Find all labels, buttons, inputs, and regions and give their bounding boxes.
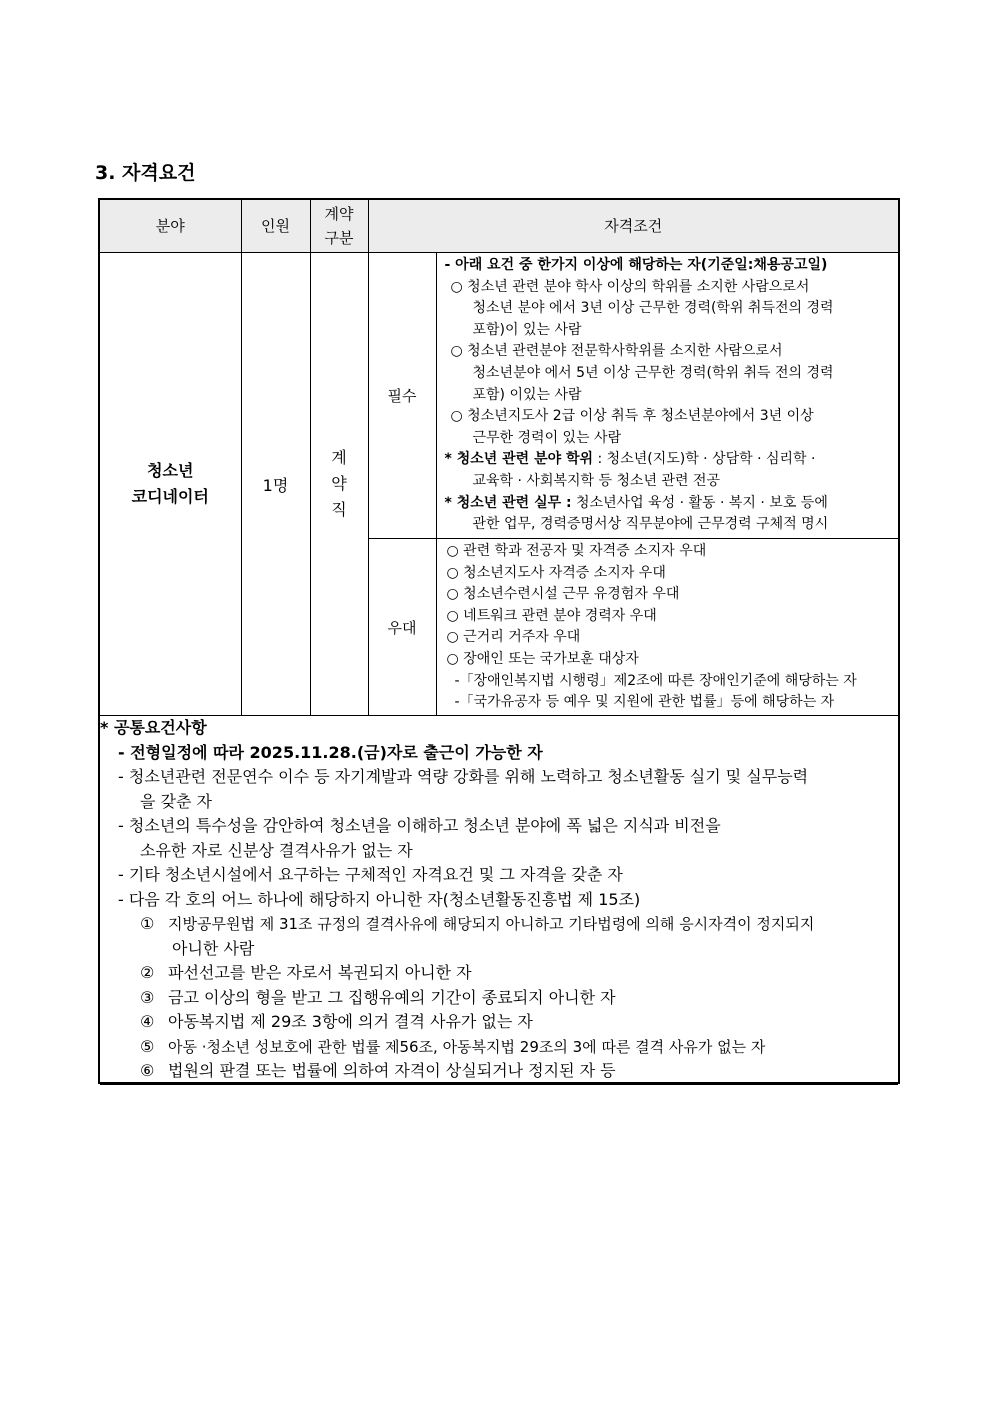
- table-row-common: [100, 716, 898, 1085]
- required-item-1-line-3: 포함)이 있는 사람: [472, 321, 582, 338]
- required-item-3-line-2: 근무한 경력이 있는 사람: [472, 429, 622, 446]
- preferred-item: ○ 청소년지도사 자격증 소지자 우대: [446, 564, 666, 581]
- disqualify-item: [100, 1035, 898, 1060]
- common-requirements: [100, 716, 898, 1085]
- common-line-1: - 청소년관련 전문연수 이수 등 자기계발과 역량 강화를 위해 노력하고 청소년활동 실기 및 실무능력: [118, 767, 809, 786]
- section-title: 3. 자격요건: [95, 162, 196, 184]
- note-degree-cont: 교육학 · 사회복지학 등 청소년 관련 전공: [472, 472, 721, 489]
- common-line-2-cont: 소유한 자로 신분상 결격사유가 없는 자: [140, 840, 413, 860]
- common-line-3: - 기타 청소년시설에서 요구하는 구체적인 자격요건 및 그 자격을 갖춘 자: [118, 865, 623, 884]
- note-degree-text: : 청소년(지도)학 · 상담학 · 심리학 ·: [593, 451, 816, 468]
- required-conditions: [436, 253, 898, 539]
- note-degree: [445, 449, 893, 471]
- disqualify-item-cont: 아니한 사람: [172, 938, 255, 958]
- header-field: 분야: [100, 200, 241, 253]
- requirements-table: [98, 198, 900, 1084]
- preferred-sub-item: -「국가유공자 등 예우 및 지원에 관한 법률」등에 해당하는 자: [454, 694, 835, 711]
- preferred-item: ○ 근거리 거주자 우대: [446, 629, 581, 646]
- disqualify-item: [100, 1010, 898, 1035]
- preferred-conditions: [436, 539, 898, 716]
- item-number: ⑥: [140, 1061, 155, 1080]
- preferred-item: ○ 장애인 또는 국가보훈 대상자: [446, 650, 639, 667]
- field-name: 청소년 코디네이터: [131, 461, 209, 506]
- required-item-1-line-2: 청소년 분야 에서 3년 이상 근무한 경력(학위 취득전의 경력: [472, 300, 834, 317]
- common-line-4: - 다음 각 호의 어느 하나에 해당하지 아니한 자(청소년활동진흥법 제 15조): [118, 889, 641, 909]
- item-number: ③: [140, 987, 155, 1007]
- preferred-sub-item: -「장애인복지법 시행령」제2조에 따른 장애인기준에 해당하는 자: [454, 672, 857, 689]
- item-number: ④: [140, 1012, 155, 1031]
- required-item-2-line-1: ○ 청소년 관련분야 전문학사학위를 소지한 사람으로서: [450, 343, 783, 360]
- contract-cell: [310, 253, 368, 716]
- common-line-1-cont: 을 갖춘 자: [140, 791, 212, 811]
- table-row-required: [100, 253, 898, 539]
- header-contract-text: 계약 구분: [324, 205, 354, 247]
- preferred-item: ○ 관련 학과 전공자 및 자격증 소지자 우대: [446, 543, 707, 559]
- required-item-2-line-2: 청소년분야 에서 5년 이상 근무한 경력(학위 취득 전의 경력: [472, 364, 834, 381]
- common-title: * 공통요건사항: [100, 718, 207, 737]
- table-header-row: [100, 200, 898, 253]
- header-count: 인원: [241, 200, 310, 253]
- required-heading: - 아래 요건 중 한가지 이상에 해당하는 자(기준일:채용공고일): [444, 257, 828, 273]
- common-line-2: - 청소년의 특수성을 감안하여 청소년을 이해하고 청소년 분야에 폭 넓은 지식과 비전을: [118, 816, 721, 835]
- item-number: ②: [140, 963, 155, 982]
- disqualify-item: [100, 1059, 898, 1084]
- note-practice-text: 청소년사업 육성 · 활동 · 복지 · 보호 등에: [571, 494, 828, 511]
- contract-type: 계 약 직: [331, 448, 347, 519]
- note-practice: [445, 493, 893, 515]
- header-contract: [310, 200, 368, 253]
- common-start-date: - 전형일정에 따라 2025.11.28.(금)자로 출근이 가능한 자: [118, 742, 543, 762]
- item-number: ⑤: [140, 1036, 155, 1056]
- disqualify-item: [100, 986, 898, 1011]
- required-item-3-line-1: ○ 청소년지도사 2급 이상 취득 후 청소년분야에서 3년 이상: [450, 408, 814, 425]
- disqualify-item: [100, 912, 898, 937]
- count-cell: 1명: [241, 253, 310, 716]
- note-practice-cont: 관한 업무, 경력증명서상 직무분야에 근무경력 구체적 명시: [472, 516, 829, 533]
- preferred-item: ○ 네트워크 관련 분야 경력자 우대: [446, 607, 657, 624]
- note-degree-label: * 청소년 관련 분야 학위: [444, 451, 594, 468]
- disqualify-item: [100, 961, 898, 986]
- item-text: 파선선고를 받은 자로서 복권되지 아니한 자: [168, 963, 472, 982]
- preferred-item: ○ 청소년수련시설 근무 유경험자 우대: [446, 586, 680, 603]
- item-text: 아동 ·청소년 성보호에 관한 법률 제56조, 아동복지법 29조의 3에 따른 결격 사유가 없는 자: [168, 1037, 766, 1056]
- item-text: 아동복지법 제 29조 3항에 의거 결격 사유가 없는 자: [168, 1012, 533, 1031]
- required-label: 필수: [368, 253, 436, 539]
- preferred-label: 우대: [368, 539, 436, 716]
- required-item-1-line-1: ○ 청소년 관련 분야 학사 이상의 학위를 소지한 사람으로서: [450, 278, 810, 295]
- item-number: ①: [140, 914, 155, 933]
- item-text: 금고 이상의 형을 받고 그 집행유예의 기간이 종료되지 아니한 자: [168, 987, 616, 1007]
- required-item-2-line-3: 포함) 이있는 사람: [472, 386, 582, 403]
- item-text: 법원의 판결 또는 법률에 의하여 자격이 상실되거나 정지된 자 등: [168, 1061, 616, 1080]
- item-text: 지방공무원법 제 31조 규정의 결격사유에 해당되지 아니하고 기타법령에 의해 응시자격이 정지되지: [168, 915, 815, 933]
- header-conditions: 자격조건: [368, 200, 898, 253]
- note-practice-label: * 청소년 관련 실무 :: [444, 494, 572, 511]
- field-cell: [100, 253, 241, 716]
